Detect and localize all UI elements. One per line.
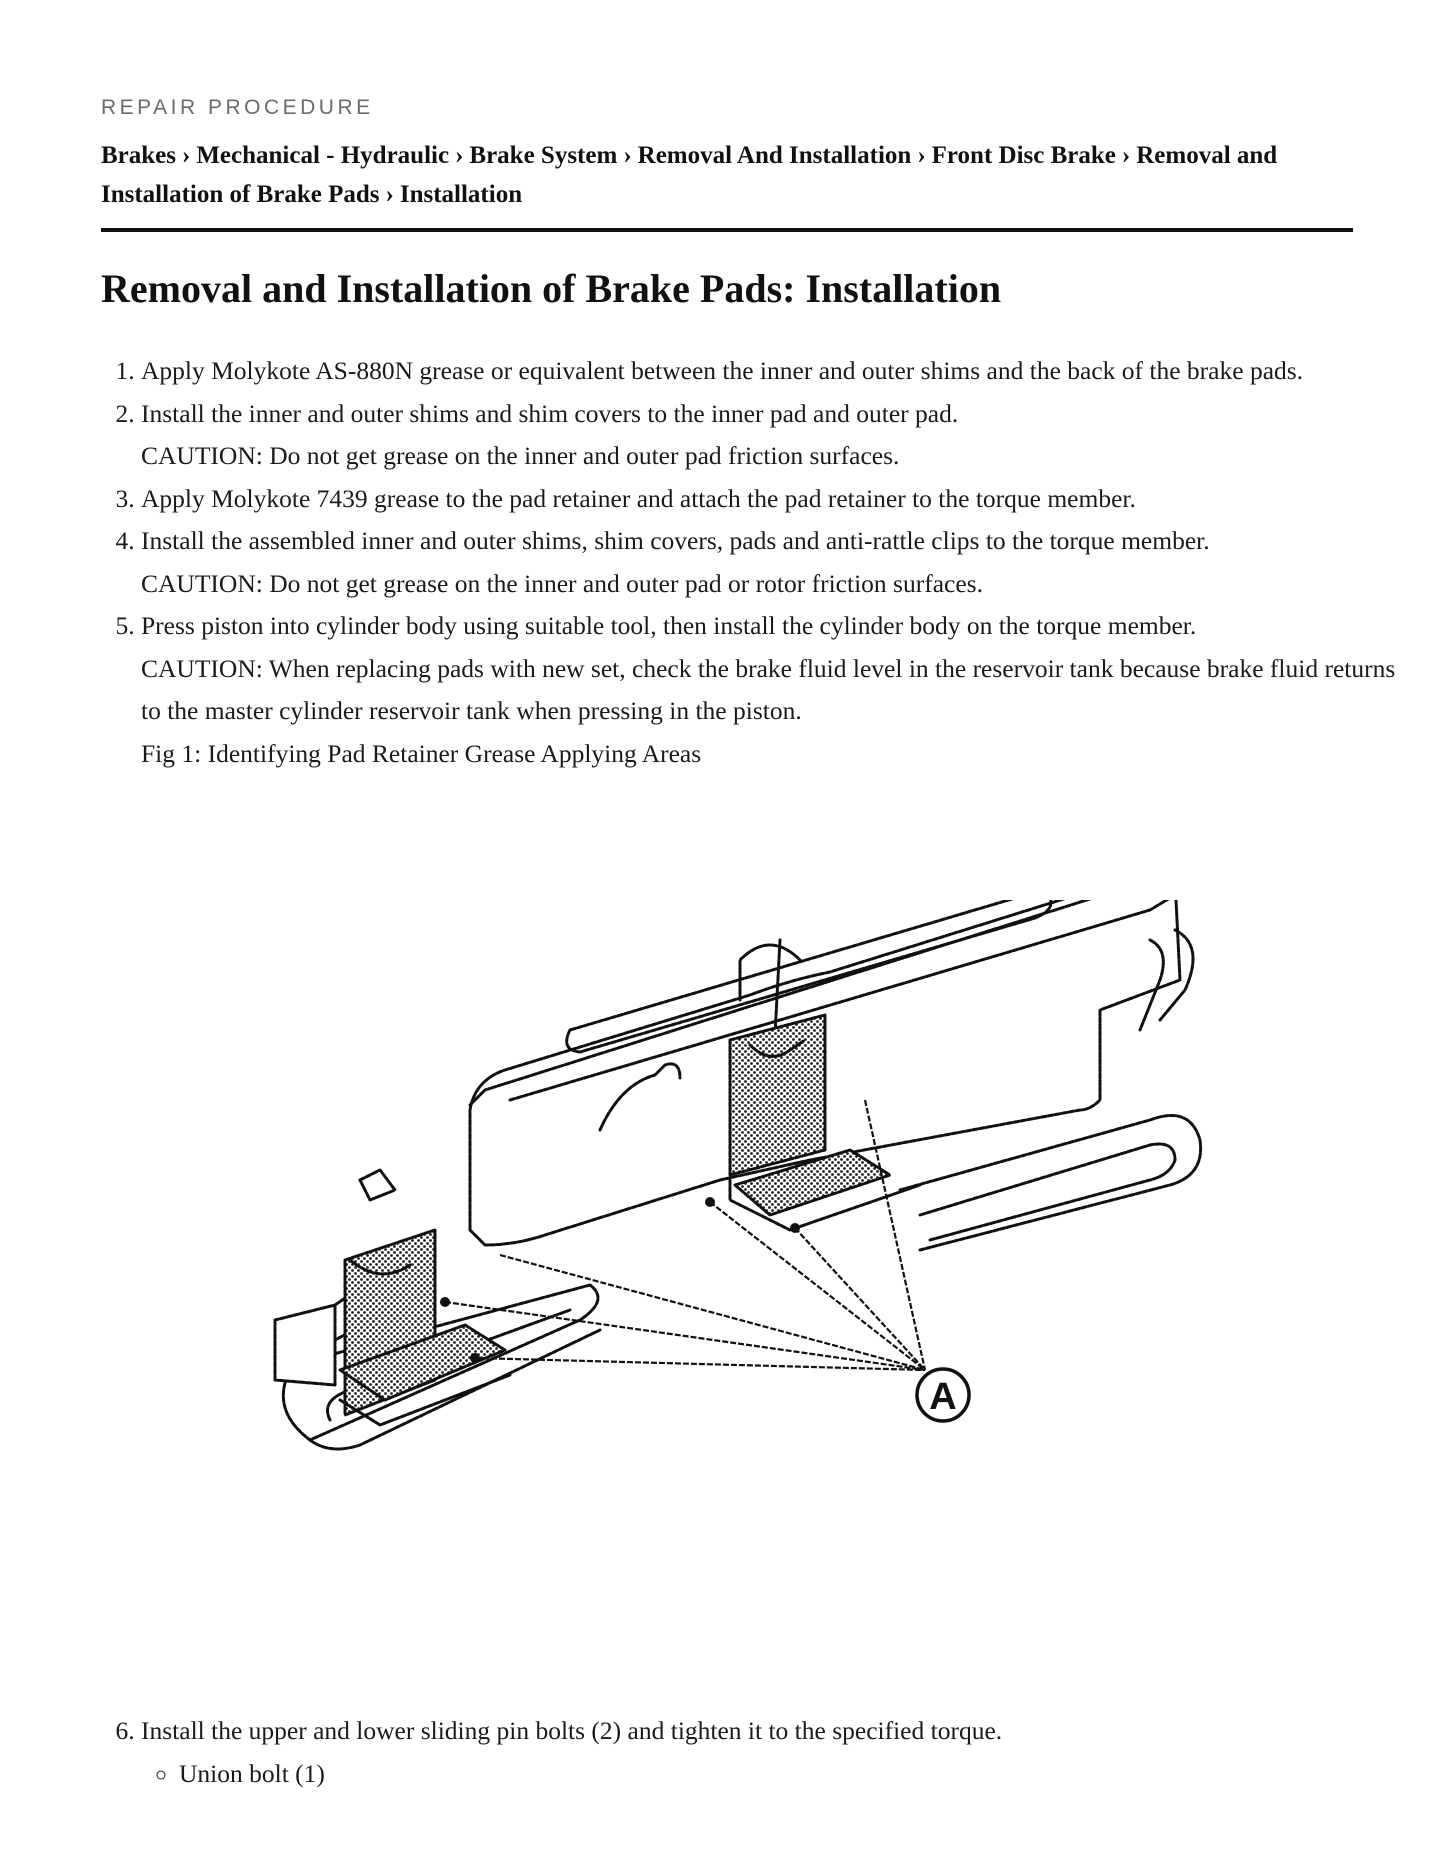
step-text: Install the assembled inner and outer shims, shim covers, pads and anti-rattle clips to the torque member. — [141, 526, 1210, 555]
breadcrumb-item[interactable]: Front Disc Brake — [931, 142, 1116, 169]
step-text: Apply Molykote 7439 grease to the pad retainer and attach the pad retainer to the torque member. — [141, 483, 1136, 513]
step-item — [141, 393, 1396, 478]
page-title: Removal and Installation of Brake Pads: Installation — [101, 266, 1002, 311]
step-text: Apply Molykote AS-880N grease or equivalent between the inner and outer shims and the back of the brake pads. — [141, 356, 1304, 385]
breadcrumb-separator: › — [385, 181, 394, 208]
breadcrumb-item[interactable]: Mechanical - Hydraulic — [196, 142, 450, 169]
breadcrumb-separator: › — [917, 142, 926, 169]
section-kicker: REPAIR PROCEDURE — [101, 96, 374, 119]
header-divider — [101, 228, 1353, 232]
sub-list-item: ◦ Union bolt (1) — [179, 1753, 1396, 1796]
step-item — [141, 1710, 1396, 1795]
breadcrumb-item[interactable]: Brakes — [101, 142, 176, 169]
procedure-steps-continued — [101, 1710, 1396, 1795]
breadcrumb-separator: › — [623, 142, 632, 169]
callout-label: A — [929, 1376, 957, 1418]
caution-note: CAUTION: When replacing pads with new set, check the brake fluid level in the reservoir tank because brake fluid returns to the master cylinder reservoir tank when pressing in the piston. — [141, 653, 1396, 725]
step-text: Install the upper and lower sliding pin bolts (2) and tighten it to the specified torque. — [141, 1716, 1003, 1745]
caution-note: CAUTION: Do not get grease on the inner and outer pad friction surfaces. — [141, 441, 900, 470]
step-item — [141, 605, 1396, 775]
step-text: Install the inner and outer shims and shim covers to the inner pad and outer pad. — [141, 398, 959, 428]
step-item — [141, 350, 1396, 393]
breadcrumb — [101, 136, 1356, 214]
procedure-steps — [101, 350, 1396, 775]
figure-caption: Fig 1: Identifying Pad Retainer Grease Applying Areas — [141, 738, 702, 768]
caution-note: CAUTION: Do not get grease on the inner and outer pad or rotor friction surfaces. — [141, 568, 983, 598]
breadcrumb-separator: › — [182, 142, 191, 169]
breadcrumb-separator: › — [1121, 142, 1131, 169]
breadcrumb-item[interactable]: Removal And Installation — [637, 142, 912, 169]
right-brake-pad — [730, 1015, 825, 1175]
step-text: Press piston into cylinder body using suitable tool, then install the cylinder body on the torque member. — [141, 611, 1197, 640]
breadcrumb-item[interactable]: Brake System — [469, 142, 618, 169]
breadcrumb-item[interactable]: Removal and Installation of Brake Pads — [101, 142, 1278, 208]
callout-a — [917, 1369, 969, 1421]
step-item — [141, 478, 1396, 521]
step-item — [141, 520, 1396, 605]
breadcrumb-separator: › — [455, 142, 464, 169]
pad-retainer-illustration — [270, 900, 1210, 1550]
sub-list — [141, 1753, 1396, 1796]
breadcrumb-item-current[interactable]: Installation — [399, 181, 523, 208]
